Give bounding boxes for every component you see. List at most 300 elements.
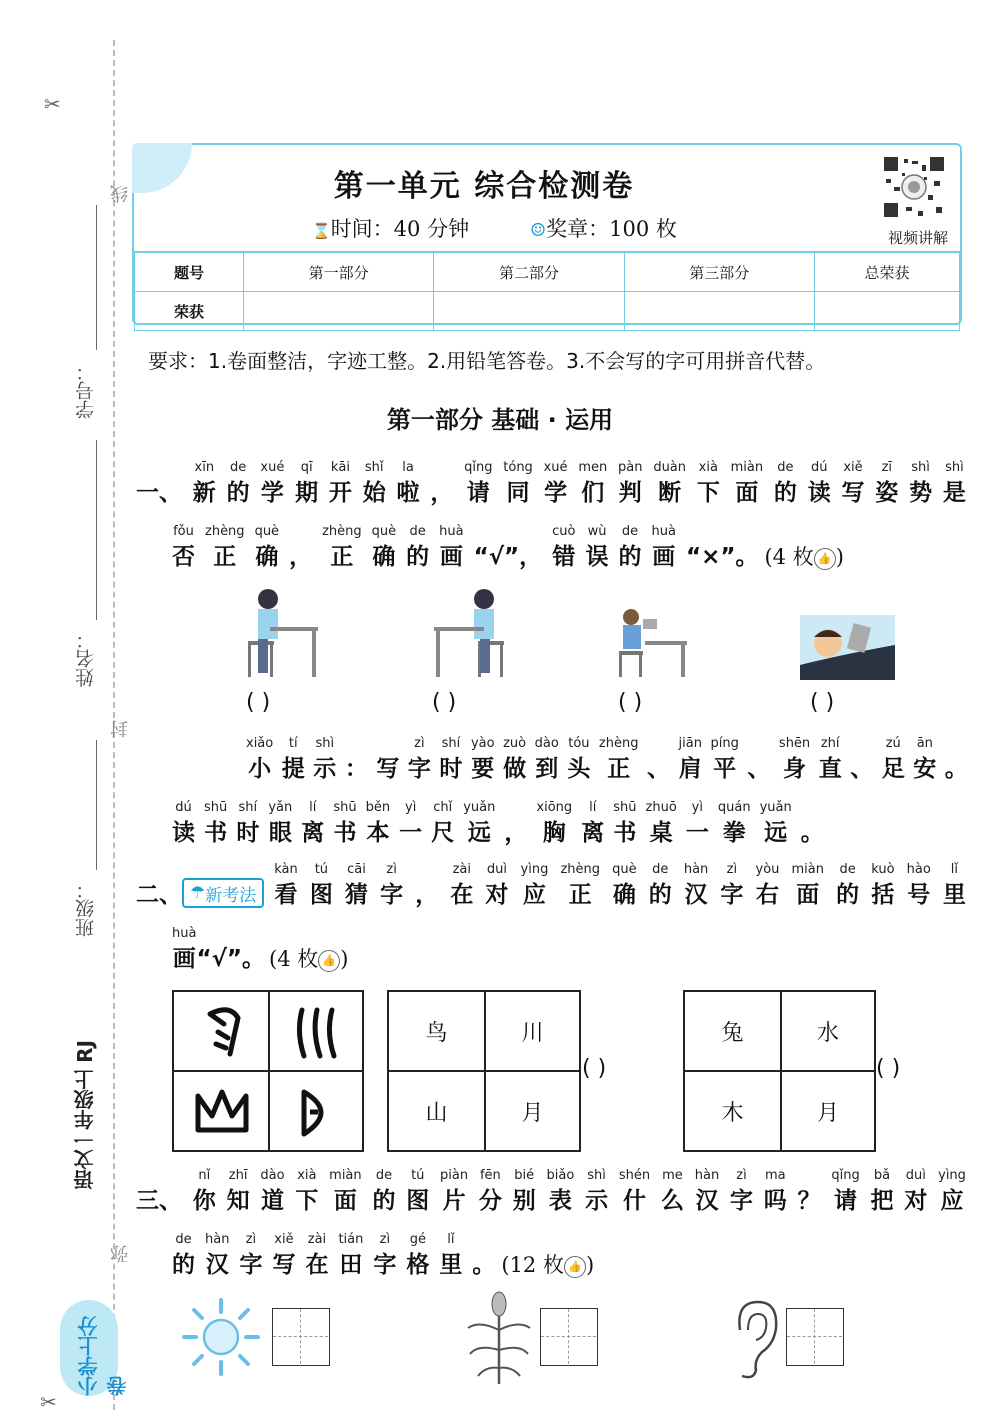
hanzi: 下 <box>696 480 720 506</box>
ruby-char <box>305 1230 328 1280</box>
hanzi: 的 <box>836 882 860 908</box>
hanzi: 里 <box>439 1252 463 1278</box>
hanzi: 的 <box>226 480 250 506</box>
pinyin: zài <box>307 1232 327 1247</box>
pinyin: què <box>254 524 280 539</box>
pinyin: shì <box>911 460 930 475</box>
q3-line2 <box>172 1230 594 1280</box>
pinyin: tú <box>314 862 329 877</box>
q1-answer-4[interactable]: ( ) <box>810 690 835 715</box>
pinyin: zì <box>379 1232 391 1247</box>
q1-score <box>764 542 843 572</box>
river-glyph-icon <box>292 1004 342 1062</box>
hanzi: 学 <box>544 480 568 506</box>
pinyin: tí <box>288 736 298 751</box>
section-title: 第一部分 基础 · 运用 <box>386 406 614 434</box>
pinyin: yìng <box>520 862 549 877</box>
badge-icon: ☂ <box>190 883 206 903</box>
ruby-char <box>205 522 245 572</box>
score-header-part1: 第一部分 <box>244 252 434 292</box>
pinyin: lǐ <box>950 862 959 877</box>
pinyin: de <box>777 460 794 475</box>
ruby-char <box>472 1230 495 1280</box>
ruby-char <box>599 734 639 784</box>
pinyin: hào <box>906 862 931 877</box>
ruby-char <box>474 522 543 572</box>
pinyin: de <box>175 1232 192 1247</box>
exam-header <box>132 143 962 325</box>
hanzi: 对 <box>485 882 509 908</box>
pinyin: dào <box>534 736 559 751</box>
pinyin: pàn <box>618 460 643 475</box>
score-header-item: 题号 <box>135 252 244 292</box>
pinyin: lí <box>309 800 317 815</box>
score-cell-total[interactable] <box>814 292 959 331</box>
ruby-char <box>415 860 438 910</box>
hanzi: 么 <box>660 1188 684 1214</box>
ruby-char <box>503 734 526 784</box>
q3-score-end: ) <box>585 1253 595 1277</box>
ruby-char <box>661 1166 684 1216</box>
ruby-char <box>679 734 702 784</box>
hanzi: 书 <box>204 820 228 846</box>
ruby-char <box>871 860 894 910</box>
pinyin: zhèng <box>560 862 600 877</box>
hanzi: 知 <box>226 1188 250 1214</box>
hanzi: 期 <box>295 480 319 506</box>
hanzi: 吗 <box>763 1188 787 1214</box>
ruby-char <box>513 1166 536 1216</box>
pinyin: zhī <box>228 1168 248 1183</box>
hanzi: 什 <box>623 1188 647 1214</box>
pinyin: yuǎn <box>463 800 496 815</box>
hanzi: 的 <box>372 1188 396 1214</box>
hanzi: 始 <box>362 480 386 506</box>
q1-answer-3[interactable]: ( ) <box>618 690 643 715</box>
hanzi: 确 <box>372 544 396 570</box>
grid-a-char-2: 川 <box>521 1020 544 1046</box>
q3-score <box>501 1250 594 1280</box>
ruby-char <box>711 734 739 784</box>
hanzi: “×”。 <box>685 544 759 570</box>
grid-b-char-1: 兔 <box>721 1020 744 1046</box>
ruby-char <box>618 458 642 508</box>
score-header-total: 总荣获 <box>814 252 959 292</box>
char-grid-b <box>683 990 876 1152</box>
ruby-char <box>236 798 259 848</box>
requirements: 要求：1.卷面整洁，字迹工整。2.用铅笔答卷。3.不会写的字可用拼音代替。 <box>148 349 826 373</box>
pinyin: shū <box>333 800 357 815</box>
ruby-char <box>907 860 931 910</box>
ruby-char <box>547 1166 575 1216</box>
ruby-char <box>439 1230 462 1280</box>
hanzi: ， <box>289 544 313 570</box>
ruby-char <box>779 734 810 784</box>
hanzi: 离 <box>581 820 605 846</box>
bird-glyph-icon <box>200 1004 250 1062</box>
ruby-char <box>913 734 936 784</box>
ruby-char <box>268 798 292 848</box>
pinyin: shí <box>441 736 461 751</box>
binding-close-label: 弥 <box>110 1245 131 1263</box>
hanzi: 的 <box>172 1252 195 1278</box>
brand-logo <box>60 1300 130 1396</box>
pinyin: jiān <box>678 736 702 751</box>
hanzi: 右 <box>755 882 779 908</box>
ruby-char <box>652 522 676 572</box>
ruby-char <box>536 798 572 848</box>
ruby-char <box>310 860 333 910</box>
pinyin: kuò <box>871 862 895 877</box>
pinyin: shū <box>613 800 637 815</box>
ruby-char <box>329 458 352 508</box>
hanzi: 啦 <box>396 480 420 506</box>
ruby-char <box>272 1230 295 1280</box>
posture-image-1 <box>240 585 320 680</box>
pinyin: shū <box>204 800 228 815</box>
ruby-char <box>552 522 575 572</box>
ruby-char <box>871 1166 894 1216</box>
ancient-glyph-grid <box>172 990 364 1152</box>
q2-prefix: 二、 <box>136 882 182 908</box>
hanzi: 括 <box>871 882 895 908</box>
ruby-char <box>718 798 751 848</box>
ruby-char <box>372 1166 395 1216</box>
hanzi: 汉 <box>684 882 708 908</box>
pinyin: zì <box>736 1168 747 1183</box>
ruby-char <box>619 522 642 572</box>
hanzi: 图 <box>309 882 333 908</box>
award-text: 奖章：100 枚 <box>546 217 677 241</box>
hanzi: 字 <box>720 882 744 908</box>
hanzi: 一、 <box>136 480 182 506</box>
ruby-char <box>521 860 549 910</box>
scissor-icon: ✂ <box>44 92 61 116</box>
pinyin: wù <box>587 524 607 539</box>
q1-answer-2[interactable]: ( ) <box>432 690 457 715</box>
hanzi: 分 <box>478 1188 502 1214</box>
pinyin: zài <box>452 862 472 877</box>
ruby-char <box>439 522 463 572</box>
hanzi: 里 <box>942 882 966 908</box>
hanzi: 你 <box>192 1188 216 1214</box>
ruby-char <box>260 1166 284 1216</box>
hanzi: 否 <box>172 544 195 570</box>
ruby-char <box>282 734 305 784</box>
hanzi: 画 <box>439 544 463 570</box>
hanzi: 格 <box>406 1252 430 1278</box>
hourglass-icon: ⌛ <box>312 222 331 240</box>
pinyin: zī <box>881 460 892 475</box>
hanzi: 书 <box>613 820 637 846</box>
student-id-label: 学号： <box>75 362 97 419</box>
hanzi: 读 <box>172 820 195 846</box>
grid-b-char-4: 月 <box>816 1100 839 1126</box>
score-cell-part3[interactable] <box>624 292 814 331</box>
ruby-char <box>408 734 431 784</box>
ruby-char <box>647 734 670 784</box>
ruby-char <box>479 1166 502 1216</box>
ruby-char <box>399 798 422 848</box>
pinyin: me <box>662 1168 683 1183</box>
hanzi: 看 <box>274 882 298 908</box>
ruby-char <box>274 860 298 910</box>
pinyin: miàn <box>791 862 824 877</box>
hanzi: 字 <box>407 756 431 782</box>
ruby-char <box>439 734 462 784</box>
pinyin: tú <box>411 1168 425 1183</box>
q1-line2 <box>172 522 844 572</box>
ruby-char <box>260 458 284 508</box>
ruby-char <box>295 1166 318 1216</box>
ruby-char <box>463 798 495 848</box>
pinyin: yòu <box>755 862 780 877</box>
ruby-char <box>345 734 368 784</box>
pinyin: bǎ <box>873 1168 891 1183</box>
medal-icon: 👍 <box>318 950 340 972</box>
hanzi: 胸 <box>542 820 566 846</box>
score-header-part3: 第三部分 <box>624 252 814 292</box>
ruby-char <box>205 1230 229 1280</box>
moon-glyph-icon <box>292 1086 342 1140</box>
pinyin: què <box>612 862 637 877</box>
pinyin: qī <box>300 460 313 475</box>
q2-line2 <box>172 924 348 974</box>
hanzi: 写 <box>376 756 400 782</box>
score-cell-part2[interactable] <box>434 292 624 331</box>
pinyin: xiě <box>843 460 863 475</box>
pinyin: tóu <box>568 736 590 751</box>
ruby-char <box>380 860 403 910</box>
pinyin: hàn <box>694 1168 720 1183</box>
hanzi: 、 <box>850 756 874 782</box>
ear-icon <box>726 1296 782 1382</box>
name-field[interactable] <box>96 440 97 620</box>
mountain-glyph-icon <box>192 1086 252 1140</box>
ruby-char <box>239 1230 262 1280</box>
hanzi: 字 <box>239 1252 263 1278</box>
pinyin: miàn <box>730 460 764 475</box>
hanzi: 桌 <box>649 820 673 846</box>
ruby-char <box>831 1166 859 1216</box>
pinyin: miàn <box>329 1168 362 1183</box>
q2-answer-a[interactable]: ( ) <box>582 1056 607 1081</box>
ruby-char <box>227 458 250 508</box>
ruby-char <box>850 734 873 784</box>
ruby-char <box>322 522 362 572</box>
ruby-char <box>653 458 686 508</box>
ruby-char <box>619 1166 650 1216</box>
ruby-char <box>193 458 216 508</box>
hanzi: 做 <box>503 756 527 782</box>
hanzi: 字 <box>373 1252 397 1278</box>
ruby-char <box>904 1166 927 1216</box>
ruby-char <box>333 798 356 848</box>
ruby-char <box>372 522 397 572</box>
hanzi: 错 <box>552 544 576 570</box>
ruby-char <box>764 1166 787 1216</box>
pinyin: tián <box>338 1232 364 1247</box>
pinyin: huà <box>439 524 464 539</box>
tian-grid-2[interactable] <box>540 1308 598 1366</box>
q1-answer-1[interactable]: ( ) <box>246 690 271 715</box>
pinyin: zú <box>885 736 901 751</box>
score-table <box>134 251 960 331</box>
score-cell-part1[interactable] <box>244 292 434 331</box>
hanzi: 远 <box>764 820 788 846</box>
pinyin: lí <box>589 800 597 815</box>
q2-score-text: (4 枚 <box>269 947 319 971</box>
hanzi: “√”， <box>473 544 543 570</box>
ruby-char <box>649 860 672 910</box>
ruby-char <box>246 734 273 784</box>
hanzi: ， <box>415 882 439 908</box>
q2-answer-b[interactable]: ( ) <box>876 1056 901 1081</box>
hanzi: 、 <box>747 756 771 782</box>
pinyin: xià <box>698 460 718 475</box>
pinyin: chǐ <box>433 800 453 815</box>
pinyin: yǎn <box>268 800 293 815</box>
new-method-badge <box>182 878 264 908</box>
hanzi: 请 <box>466 480 490 506</box>
pinyin: zhí <box>820 736 840 751</box>
q2-score <box>269 944 348 974</box>
hanzi: 在 <box>305 1252 329 1278</box>
ruby-char <box>943 458 966 508</box>
ruby-char <box>136 1166 182 1216</box>
pinyin: de <box>621 524 639 539</box>
ruby-char <box>345 860 368 910</box>
q2-line1 <box>136 860 966 910</box>
time-text: 时间：40 分钟 <box>330 217 470 241</box>
pinyin: xīn <box>194 460 215 475</box>
ruby-char <box>464 458 492 508</box>
pinyin: shì <box>945 460 964 475</box>
ruby-char <box>136 458 182 508</box>
ruby-char <box>440 1166 468 1216</box>
hanzi: ？ <box>797 1188 821 1214</box>
ruby-char <box>585 1166 608 1216</box>
hanzi: 身 <box>783 756 807 782</box>
ruby-char <box>366 798 391 848</box>
q3-line1 <box>136 1166 966 1216</box>
ruby-char <box>684 860 708 910</box>
ruby-char <box>731 458 763 508</box>
pinyin: lǐ <box>447 1232 455 1247</box>
hanzi: 平 <box>713 756 737 782</box>
pinyin: xiě <box>274 1232 294 1247</box>
student-id-field[interactable] <box>96 205 97 350</box>
hanzi: 的 <box>618 544 642 570</box>
hanzi: 同 <box>506 480 530 506</box>
hanzi: 是 <box>942 480 966 506</box>
hanzi: 别 <box>512 1188 536 1214</box>
hanzi: 眼 <box>268 820 292 846</box>
hanzi: 应 <box>522 882 546 908</box>
ruby-char <box>172 798 195 848</box>
pinyin: fēn <box>479 1168 501 1183</box>
hanzi: 时 <box>236 820 260 846</box>
ruby-char <box>730 1166 753 1216</box>
ruby-char <box>471 734 495 784</box>
ruby-char <box>376 734 399 784</box>
hanzi: 画 <box>172 946 196 972</box>
q2-line2-text <box>172 924 265 974</box>
pinyin: zhuō <box>645 800 677 815</box>
pinyin: xià <box>297 1168 317 1183</box>
hanzi: 对 <box>904 1188 928 1214</box>
ruby-char <box>363 458 386 508</box>
ruby-char <box>255 522 280 572</box>
hanzi: 面 <box>796 882 820 908</box>
pinyin: zhèng <box>322 524 362 539</box>
class-field[interactable] <box>96 740 97 870</box>
pinyin: men <box>578 460 608 475</box>
hanzi: ， <box>430 480 454 506</box>
pinyin: zì <box>414 736 425 751</box>
pinyin: biǎo <box>546 1168 575 1183</box>
pinyin: bié <box>514 1168 535 1183</box>
scissor-icon: ✂ <box>40 1390 57 1414</box>
ruby-char <box>747 734 770 784</box>
ruby-char <box>227 1166 250 1216</box>
pinyin: xiǎo <box>246 736 274 751</box>
tian-grid-1[interactable] <box>272 1308 330 1366</box>
ruby-char <box>504 798 527 848</box>
hanzi: 断 <box>658 480 682 506</box>
pinyin: dú <box>810 460 828 475</box>
pinyin: cāi <box>347 862 366 877</box>
ruby-char <box>581 798 604 848</box>
hanzi: 确 <box>612 882 636 908</box>
hanzi: 的 <box>406 544 430 570</box>
grid-b-char-3: 木 <box>721 1100 744 1126</box>
pinyin: dú <box>175 800 192 815</box>
ruby-char <box>819 734 842 784</box>
hanzi: 远 <box>467 820 491 846</box>
tian-grid-3[interactable] <box>786 1308 844 1366</box>
hanzi: 姿 <box>875 480 899 506</box>
hanzi: 正 <box>607 756 631 782</box>
brand-text: 小学上分卷 <box>77 1316 130 1396</box>
char-grid-a <box>387 990 581 1152</box>
pinyin: zuò <box>503 736 527 751</box>
pinyin: zì <box>726 862 738 877</box>
hanzi: 田 <box>339 1252 363 1278</box>
ruby-char <box>801 798 824 848</box>
hanzi: 猜 <box>344 882 368 908</box>
hanzi: 拳 <box>722 820 746 846</box>
pinyin: de <box>409 524 426 539</box>
qr-code-icon[interactable] <box>878 151 950 223</box>
pinyin: kāi <box>330 460 350 475</box>
hanzi: 误 <box>585 544 609 570</box>
hanzi: 字 <box>729 1188 753 1214</box>
hanzi: 把 <box>870 1188 894 1214</box>
binding-line-label: 线 <box>110 185 131 203</box>
pinyin: xiōng <box>536 800 573 815</box>
hanzi: 安 <box>913 756 937 782</box>
ruby-char <box>172 1230 195 1280</box>
hanzi: 写 <box>272 1252 296 1278</box>
hanzi: 汉 <box>205 1252 229 1278</box>
hanzi: 应 <box>940 1188 964 1214</box>
score-header-part2: 第二部分 <box>434 252 624 292</box>
hanzi: 学 <box>260 480 284 506</box>
pinyin: gé <box>409 1232 426 1247</box>
ruby-char <box>193 1166 216 1216</box>
ruby-char <box>695 1166 719 1216</box>
